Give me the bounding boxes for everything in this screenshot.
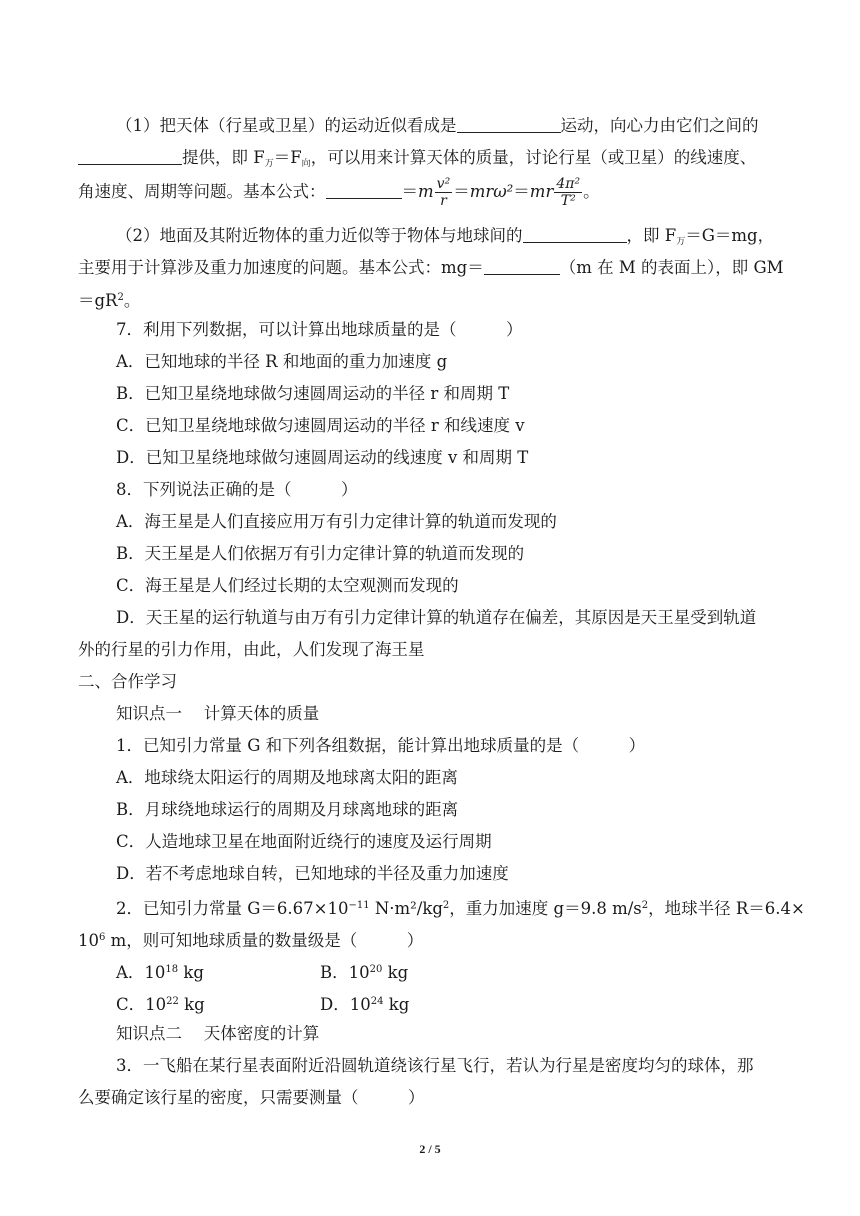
equals: ＝ [453,182,470,201]
s2-line2 [0,256,860,280]
formula-mrw2: mrω² [469,182,514,201]
answer-blank[interactable] [78,146,182,165]
p2-line1 [0,894,860,921]
text: 10 [78,931,99,950]
answer-blank[interactable] [326,180,402,199]
q7-stem: 7．利用下列数据，可以计算出地球质量的是（ ） [116,320,523,339]
numerator: 4π² [556,176,581,192]
text: 。 [123,291,141,310]
p1-stem: 1．已知引力常量 G 和下列各组数据，能计算出地球质量的是（ ） [116,736,646,755]
text: ＝F [273,148,302,167]
p3-line1: 3．一飞船在某行星表面附近沿圆轨道绕该行星飞行，若认为行星是密度均匀的球体，那 [116,1056,754,1075]
p2-options-cd [0,990,860,1017]
s1-line3-formula [0,174,860,210]
s2-line1 [0,224,860,254]
equals: ＝ [401,182,418,201]
p2-options-ab [0,958,860,985]
p1-option-c[interactable]: C．人造地球卫星在地面附近绕行的速度及运行周期 [116,832,492,851]
text: N·m²/kg [369,899,443,918]
p1-option-d[interactable]: D．若不考虑地球自转，已知地球的半径及重力加速度 [116,864,509,883]
formula-mr: mr [529,182,554,201]
superscript: 6 [99,932,106,943]
q8-option-c[interactable]: C．海王星是人们经过长期的太空观测而发现的 [116,576,459,595]
subscript: 向 [301,159,311,169]
text: 角速度、周期等问题。基本公式： [78,182,326,201]
text: 主要用于计算涉及重力加速度的问题。基本公式：mg＝ [78,258,484,277]
p2-line2 [0,926,860,953]
answer-blank[interactable] [484,256,560,275]
p2-option-b[interactable] [320,958,408,985]
p1-option-b[interactable]: B．月球绕地球运行的周期及月球离地球的距离 [116,800,459,819]
subscript: 万 [676,237,686,247]
text: kg [383,995,410,1014]
text: 2．已知引力常量 G＝6.67×10 [116,899,349,918]
text: ＝G＝mg， [685,226,775,245]
q8-option-b[interactable]: B．天王星是人们依据万有引力定律计算的轨道而发现的 [116,544,525,563]
knowledge-point-2: 知识点二 天体密度的计算 [116,1024,320,1043]
text: 提供，即 F [182,148,265,167]
text: 运动，向心力由它们之间的 [560,116,759,135]
text: B．10 [320,963,370,982]
text: kg [382,963,409,982]
s2-line3 [0,286,860,313]
superscript: 2 [117,292,124,303]
text: （2）地面及其附近物体的重力近似等于物体与地球间的 [116,226,523,245]
fraction-4pi2-over-T2 [554,176,582,209]
text: C．10 [116,995,167,1014]
s1-line2 [0,146,860,176]
superscript: 24 [370,996,384,1007]
text: （m 在 M 的表面上），即 GM [559,258,784,277]
text: kg [178,963,204,982]
knowledge-point-1: 知识点一 计算天体的质量 [116,704,320,723]
superscript: 18 [165,964,179,975]
superscript: 20 [369,964,383,975]
text: 。 [583,182,600,201]
text: ，重力加速度 g＝9.8 m/s [449,899,642,918]
denominator: T² [560,193,576,209]
p3-line2: 么要确定该行星的密度，只需要测量（ ） [78,1088,425,1107]
s1-line1 [0,114,860,138]
p1-option-a[interactable]: A．地球绕太阳运行的周期及地球离太阳的距离 [116,768,458,787]
section-heading: 二、合作学习 [78,672,177,691]
text: m，则可知地球质量的数量级是（ ） [105,931,424,950]
text: D．10 [320,995,371,1014]
superscript: 22 [166,996,179,1007]
q7-option-c[interactable]: C．已知卫星绕地球做匀速圆周运动的半径 r 和线速度 v [116,416,525,435]
text: ，即 F [626,226,677,245]
q7-option-a[interactable]: A．已知地球的半径 R 和地面的重力加速度 g [116,352,448,371]
text: （1）把天体（行星或卫星）的运动近似看成是 [116,116,457,135]
text: ＝gR [78,291,118,310]
answer-blank[interactable] [523,224,627,243]
text: ，地球半径 R＝6.4× [648,899,805,918]
p2-option-a[interactable] [116,963,204,982]
q8-option-a[interactable]: A．海王星是人们直接应用万有引力定律计算的轨道而发现的 [116,512,557,531]
answer-blank[interactable] [457,114,561,133]
text: kg [178,995,205,1014]
numerator: v² [436,176,451,192]
p2-option-d[interactable] [320,990,409,1017]
superscript: 2 [442,900,450,911]
q8-option-d-line2[interactable]: 外的行星的引力作用，由此，人们发现了海王星 [78,640,425,659]
formula-m: m [418,182,434,201]
page-number: 2 / 5 [419,1142,441,1156]
q8-stem: 8．下列说法正确的是（ ） [116,480,358,499]
superscript: −11 [348,900,370,911]
q7-option-d[interactable]: D．已知卫星绕地球做匀速圆周运动的线速度 v 和周期 T [116,448,529,467]
fraction-v2-over-r [435,176,453,209]
denominator: r [440,193,447,209]
p2-option-c[interactable] [116,995,205,1014]
superscript: 2 [641,900,649,911]
q8-option-d-line1[interactable]: D．天王星的运行轨道与由万有引力定律计算的轨道存在偏差，其原因是天王星受到轨道 [116,608,757,627]
text: A．10 [116,963,166,982]
subscript: 万 [264,159,274,169]
equals: ＝ [513,182,530,201]
q7-option-b[interactable]: B．已知卫星绕地球做匀速圆周运动的半径 r 和周期 T [116,384,510,403]
text: ，可以用来计算天体的质量，讨论行星（或卫星）的线速度、 [310,148,757,167]
